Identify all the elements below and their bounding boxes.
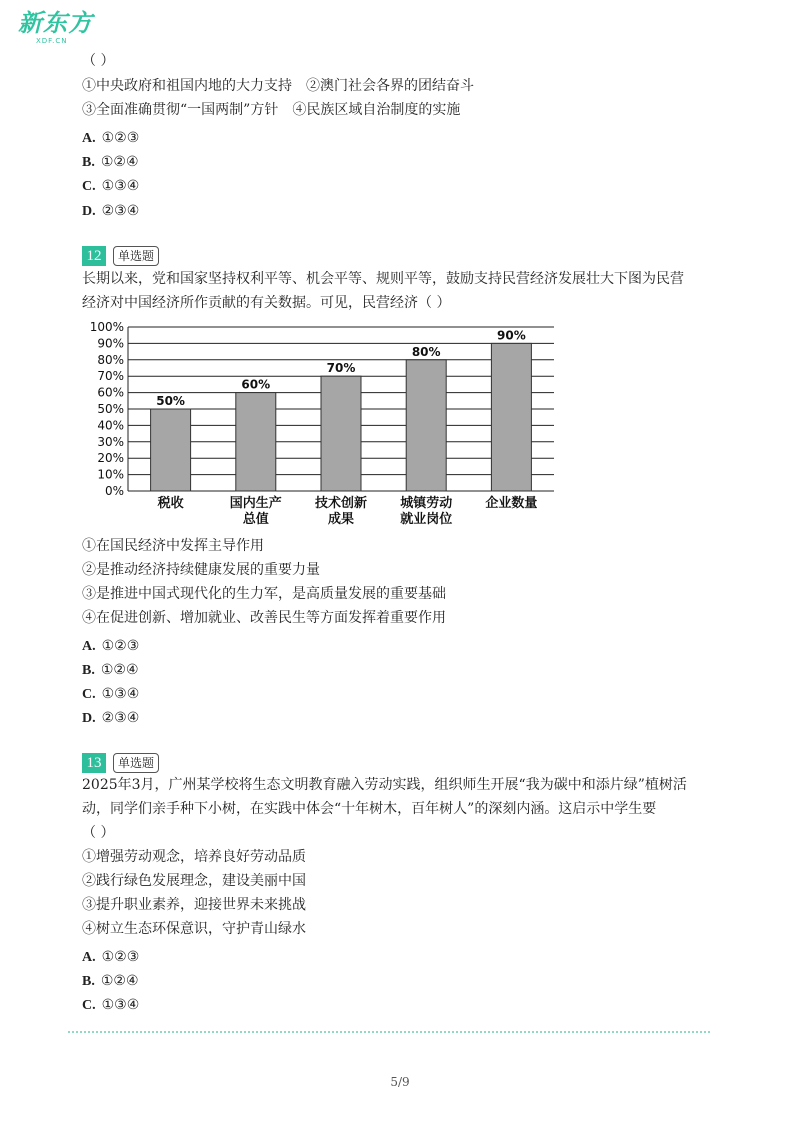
q13-statement: ②践行绿色发展理念，建设美丽中国 xyxy=(82,873,306,889)
q11-statement: ①中央政府和祖国内地的大力支持 ②澳门社会各界的团结奋斗 xyxy=(82,78,474,94)
q13-stem: 2025年3月，广州某学校将生态文明教育融入劳动实践，组织师生开展“我为碳中和添片绿”植树活 xyxy=(82,777,687,793)
option-letter: A. xyxy=(82,131,96,146)
q12-option-a[interactable] xyxy=(82,637,139,656)
option-letter: D. xyxy=(82,711,96,726)
option-letter: A. xyxy=(82,639,96,654)
q13-statement: ①增强劳动观念，培养良好劳动品质 xyxy=(82,849,306,865)
question-type-badge: 单选题 xyxy=(113,246,159,266)
bar xyxy=(151,409,191,491)
option-letter: B. xyxy=(82,974,95,989)
x-tick-label: 税收 xyxy=(157,496,184,511)
q13-option-a[interactable] xyxy=(82,948,139,967)
logo-text: 新东方 xyxy=(18,9,93,37)
question-number: 13 xyxy=(82,753,106,773)
x-tick-label: 总值 xyxy=(242,512,269,527)
option-text: ①③④ xyxy=(101,997,140,1013)
q12-stem: 经济对中国经济所作贡献的有关数据。可见，民营经济（ ） xyxy=(82,295,451,311)
y-tick-label: 80% xyxy=(97,352,124,367)
q13-stem: 动，同学们亲手种下小树，在实践中体会“十年树木，百年树人”的深刻内涵。这启示中学生要 xyxy=(82,801,657,817)
q12-statement: ②是推动经济持续健康发展的重要力量 xyxy=(82,562,320,578)
q12-statement: ①在国民经济中发挥主导作用 xyxy=(82,538,264,554)
bar-chart xyxy=(82,318,562,528)
x-tick-label: 城镇劳动 xyxy=(400,496,453,511)
y-tick-label: 30% xyxy=(97,434,124,449)
y-tick-label: 90% xyxy=(97,336,124,351)
q12-option-c[interactable] xyxy=(82,685,139,704)
option-text: ②③④ xyxy=(101,710,140,726)
q13-stem: （ ） xyxy=(82,825,115,841)
y-tick-label: 20% xyxy=(97,451,124,466)
y-tick-label: 50% xyxy=(97,402,124,416)
option-text: ①②③ xyxy=(101,130,140,146)
data-label: 90% xyxy=(497,328,526,343)
logo-subtext: XDF.CN xyxy=(36,37,68,45)
question-number: 12 xyxy=(82,246,106,266)
option-text: ①②④ xyxy=(100,662,139,678)
q13-option-b[interactable] xyxy=(82,972,139,991)
option-letter: C. xyxy=(82,998,96,1013)
y-tick-label: 0% xyxy=(104,484,124,498)
question-type-badge: 单选题 xyxy=(113,753,159,773)
y-tick-label: 70% xyxy=(97,369,124,384)
q11-option-d[interactable] xyxy=(82,202,139,221)
option-letter: A. xyxy=(82,950,96,965)
option-letter: B. xyxy=(82,155,95,170)
option-text: ②③④ xyxy=(101,203,140,219)
option-text: ①③④ xyxy=(101,686,140,702)
y-tick-label: 60% xyxy=(97,385,124,400)
bar xyxy=(236,393,276,491)
page-number: 5/9 xyxy=(390,1075,410,1089)
option-text: ①②④ xyxy=(100,154,139,170)
bar xyxy=(321,376,361,491)
q11-paren: （ ） xyxy=(82,53,115,69)
y-tick-label: 100% xyxy=(89,320,124,334)
x-tick-label: 技术创新 xyxy=(314,496,368,511)
q12-statement: ④在促进创新、增加就业、改善民生等方面发挥着重要作用 xyxy=(82,610,446,626)
x-tick-label: 企业数量 xyxy=(485,496,538,511)
option-letter: B. xyxy=(82,663,95,678)
q11-option-a[interactable] xyxy=(82,129,139,148)
q13-statement: ④树立生态环保意识，守护青山绿水 xyxy=(82,921,306,937)
q11-statement: ③全面准确贯彻“一国两制”方针 ④民族区域自治制度的实施 xyxy=(82,102,461,118)
q12-stem: 长期以来，党和国家坚持权利平等、机会平等、规则平等，鼓励支持民营经济发展壮大下图为民营 xyxy=(82,271,684,287)
x-tick-label: 就业岗位 xyxy=(400,512,453,527)
x-tick-label: 国内生产 xyxy=(229,496,282,511)
bar xyxy=(491,343,531,491)
y-tick-label: 40% xyxy=(97,418,124,433)
q11-option-c[interactable] xyxy=(82,177,139,196)
page-divider xyxy=(68,1031,710,1033)
brand-logo xyxy=(18,9,93,45)
x-tick-label: 成果 xyxy=(327,512,355,527)
bar xyxy=(406,360,446,491)
option-letter: C. xyxy=(82,179,96,194)
option-text: ①②③ xyxy=(101,949,140,965)
q13-option-c[interactable] xyxy=(82,996,139,1015)
option-text: ①②④ xyxy=(100,973,139,989)
option-text: ①②③ xyxy=(101,638,140,654)
option-letter: D. xyxy=(82,204,96,219)
data-label: 70% xyxy=(326,361,356,376)
data-label: 50% xyxy=(156,394,185,408)
option-text: ①③④ xyxy=(101,178,140,194)
q12-option-b[interactable] xyxy=(82,661,139,680)
data-label: 80% xyxy=(411,344,441,359)
q12-statement: ③是推进中国式现代化的生力军，是高质量发展的重要基础 xyxy=(82,586,446,602)
option-letter: C. xyxy=(82,687,96,702)
data-label: 60% xyxy=(241,377,271,392)
q12-option-d[interactable] xyxy=(82,709,139,728)
q11-option-b[interactable] xyxy=(82,153,139,172)
y-tick-label: 10% xyxy=(97,467,124,482)
q13-statement: ③提升职业素养，迎接世界未来挑战 xyxy=(82,897,306,913)
